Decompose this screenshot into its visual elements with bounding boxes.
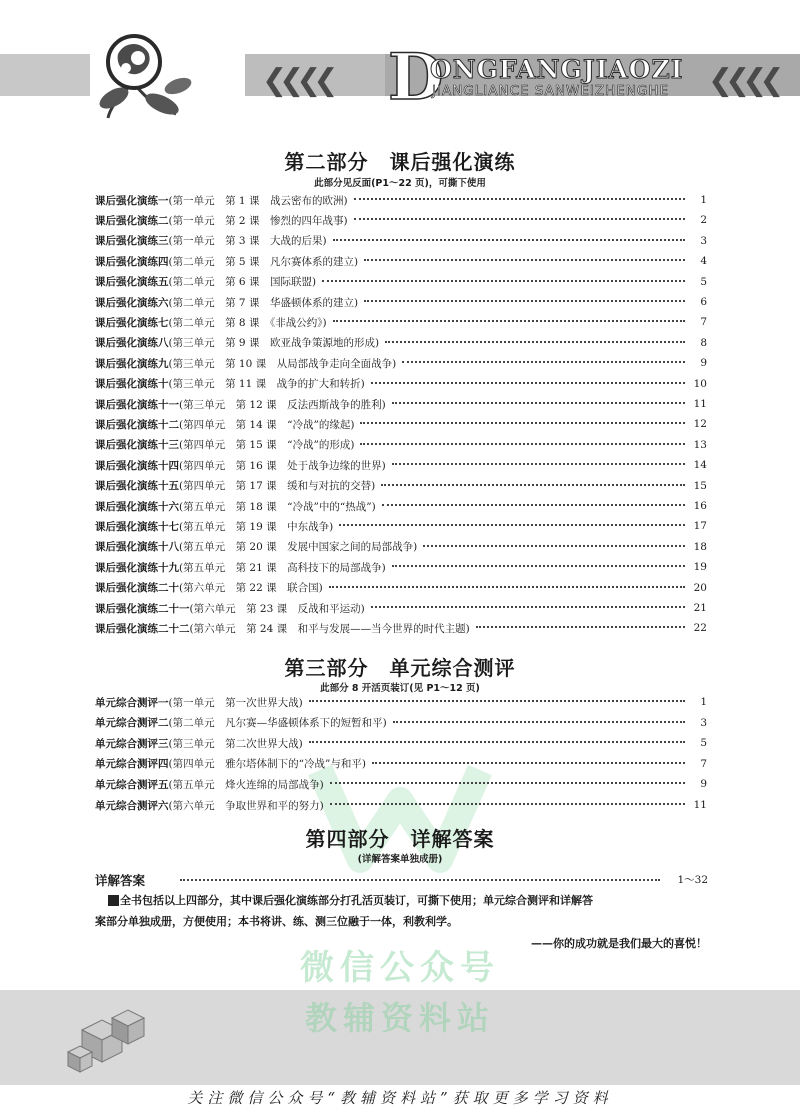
toc-row <box>95 394 707 414</box>
toc-item-desc: (第三单元 第 11 课 战争的扩大和转折) <box>168 378 365 391</box>
toc-leader-dots <box>333 239 685 241</box>
toc-row <box>95 210 707 230</box>
toc-item-desc: (第三单元 第二次世界大战) <box>168 737 303 750</box>
toc-leader-dots <box>393 721 685 723</box>
toc-leader-dots <box>385 341 685 343</box>
toc-item-desc: (第二单元 第 8 课 《非战公约》) <box>168 316 327 329</box>
toc-page-number: 21 <box>693 602 707 614</box>
watermark-line2: 教辅资料站 <box>304 999 495 1037</box>
toc-leader-dots <box>309 741 685 743</box>
toc-page-number: 3 <box>700 234 707 247</box>
toc-page-number: 6 <box>700 296 707 308</box>
toc-item-desc: (第六单元 第 22 课 联合国) <box>179 582 323 595</box>
toc-item-name: 单元综合测评三 <box>95 737 169 750</box>
toc-leader-dots <box>476 626 685 628</box>
toc-item-name: 课后强化演练一 <box>95 194 169 207</box>
toc-item-name: 课后强化演练十 <box>95 378 169 391</box>
toc-row <box>95 251 707 271</box>
toc-row <box>95 733 707 753</box>
toc-row <box>95 496 707 516</box>
part3-title: 第三部分 单元综合测评 <box>284 656 516 680</box>
toc-item-name: 课后强化演练三 <box>95 235 169 248</box>
toc-row <box>95 578 707 598</box>
toc-page-number: 7 <box>700 316 707 329</box>
toc-item-desc: (第四单元 第 15 课 “冷战”的形成) <box>179 439 355 452</box>
toc-page-number: 22 <box>693 622 707 635</box>
toc-item-desc: (第四单元 第 14 课 “冷战”的缘起) <box>179 418 355 431</box>
toc-page-number: 11 <box>693 398 707 410</box>
toc-item-name: 课后强化演练二十二 <box>95 622 190 635</box>
toc-page-number: 14 <box>693 459 707 472</box>
toc-item-name: 课后强化演练十二 <box>95 418 179 431</box>
toc-leader-dots <box>381 484 685 486</box>
toc-row <box>95 292 707 312</box>
toc-leader-dots <box>322 280 685 282</box>
toc-leader-dots <box>309 700 685 702</box>
toc-item-name: 单元综合测评六 <box>95 799 169 812</box>
toc-item-name: 课后强化演练十三 <box>95 439 179 452</box>
toc-row <box>95 795 707 815</box>
toc-item-desc: (第五单元 第 19 课 中东战争) <box>179 520 334 533</box>
toc-item-desc: (第三单元 第 12 课 反法西斯战争的胜利) <box>179 398 386 411</box>
toc-row <box>95 557 707 577</box>
toc-leader-dots <box>330 803 685 805</box>
toc-item-name: 课后强化演练十四 <box>95 459 179 472</box>
toc-page-number: 9 <box>700 357 707 370</box>
note-line-2: 案部分单独成册，方便使用；本书将讲、练、测三位融于一体，利教利学。 <box>95 915 458 928</box>
toc-item-desc: (第五单元 第 21 课 高科技下的局部战争) <box>179 561 386 574</box>
toc-leader-dots <box>371 382 685 384</box>
toc-leader-dots <box>339 524 685 526</box>
toc-leader-dots <box>360 422 685 424</box>
toc-page-number: 3 <box>700 716 707 729</box>
toc-leader-dots <box>371 606 685 608</box>
toc-item-desc: (第一单元 第 2 课 惨烈的四年战事) <box>168 214 348 227</box>
toc-leader-dots <box>372 762 685 764</box>
toc-leader-dots <box>392 463 685 465</box>
toc-row <box>95 272 707 292</box>
toc-leader-dots <box>423 545 685 547</box>
toc-row <box>95 516 707 536</box>
toc-page-number: 1 <box>700 696 707 708</box>
toc-item-desc: (第二单元 第 6 课 国际联盟) <box>168 276 317 289</box>
toc-row <box>95 374 707 394</box>
toc-item-desc: (第三单元 第 10 课 从局部战争走向全面战争) <box>168 357 397 370</box>
part2-subtitle: 此部分见反面(P1～22 页)，可撕下使用 <box>314 178 486 189</box>
toc-row <box>95 333 707 353</box>
toc-item-name: 单元综合测评四 <box>95 758 169 771</box>
flower-logo-icon <box>88 28 198 120</box>
toc-item-name: 单元综合测评二 <box>95 717 169 730</box>
toc-page-number: 4 <box>700 255 707 268</box>
toc-item-desc: (第四单元 雅尔塔体制下的“冷战”与和平) <box>168 758 366 771</box>
toc-page-number: 16 <box>693 500 707 512</box>
toc-item-name: 课后强化演练二十一 <box>95 602 190 615</box>
answer-pages: 1～32 <box>677 874 708 886</box>
toc-item-desc: (第一单元 第 1 课 战云密布的欧洲) <box>168 194 348 207</box>
answer-label: 详解答案 <box>95 873 146 888</box>
toc-item-desc: (第六单元 第 23 课 反战和平运动) <box>189 602 365 615</box>
toc-row <box>95 754 707 774</box>
toc-item-name: 课后强化演练四 <box>95 255 169 268</box>
header-band-left <box>0 54 90 96</box>
toc-page-number: 8 <box>700 336 707 349</box>
note-line-1-text: 全书包括以上四部分，其中课后强化演练部分打孔活页装订，可撕下使用；单元综合测评和详解答 <box>120 894 593 907</box>
toc-item-name: 课后强化演练八 <box>95 337 169 350</box>
toc-item-desc: (第三单元 第 9 课 欧亚战争策源地的形成) <box>168 337 380 350</box>
toc-row <box>95 231 707 251</box>
toc-item-name: 课后强化演练五 <box>95 276 169 289</box>
toc-item-name: 课后强化演练二 <box>95 214 169 227</box>
toc-item-desc: (第五单元 第 20 课 发展中国家之间的局部战争) <box>179 541 418 554</box>
toc-page-number: 5 <box>700 275 707 288</box>
toc-row <box>95 353 707 373</box>
toc-leader-dots <box>330 782 685 784</box>
chevrons-left-icon: ❮❮❮❮ <box>262 63 331 98</box>
toc-item-desc: (第六单元 第 24 课 和平与发展——当今世界的时代主题) <box>189 622 470 635</box>
toc-page-number: 13 <box>693 438 707 451</box>
toc-item-name: 课后强化演练二十 <box>95 582 179 595</box>
toc-page-number: 9 <box>700 778 707 791</box>
toc-item-desc: (第二单元 凡尔赛—华盛顿体系下的短暂和平) <box>168 717 387 730</box>
brand-name: ONGFANGJIAOZI <box>430 55 684 84</box>
brand-initial: D <box>388 40 444 115</box>
chevrons-right-icon: ❮❮❮❮ <box>708 63 777 98</box>
toc-item-desc: (第六单元 争取世界和平的努力) <box>168 799 324 812</box>
toc-page-number: 19 <box>693 561 707 574</box>
toc-item-desc: (第五单元 第 18 课 “冷战”中的“热战”) <box>179 500 376 513</box>
toc-leader-dots <box>382 504 685 506</box>
toc-item-desc: (第四单元 第 17 课 缓和与对抗的交替) <box>179 480 376 493</box>
toc-page-number: 1 <box>700 194 707 206</box>
toc-row <box>95 312 707 332</box>
toc-leader-dots <box>402 361 685 363</box>
toc-leader-dots <box>329 586 685 588</box>
toc-item-name: 课后强化演练十八 <box>95 541 179 554</box>
toc-item-name: 课后强化演练十一 <box>95 398 179 411</box>
toc-item-desc: (第一单元 第 3 课 大战的后果) <box>168 235 327 248</box>
toc-item-name: 课后强化演练九 <box>95 357 169 370</box>
toc-row <box>95 774 707 794</box>
toc-row <box>95 476 707 496</box>
toc-item-name: 课后强化演练十五 <box>95 480 179 493</box>
part2-title: 第二部分 课后强化演练 <box>284 150 516 174</box>
toc-item-desc: (第四单元 第 16 课 处于战争边缘的世界) <box>179 459 386 472</box>
toc-item-name: 课后强化演练十九 <box>95 561 179 574</box>
toc-page-number: 5 <box>700 737 707 750</box>
toc-item-name: 单元综合测评一 <box>95 696 169 709</box>
brand-tagline: JIANGLIANCE SANWEIZHENGHE <box>432 83 670 99</box>
toc-page-number: 12 <box>693 418 707 431</box>
answer-leader-dots <box>180 879 660 881</box>
part4-subtitle: (详解答案单独成册) <box>357 854 443 865</box>
toc-page-number: 7 <box>700 757 707 770</box>
toc-item-name: 课后强化演练七 <box>95 316 169 329</box>
toc-row <box>95 414 707 434</box>
toc-leader-dots <box>392 402 685 404</box>
toc-leader-dots <box>354 198 685 200</box>
toc-page-number: 15 <box>693 479 707 492</box>
toc-item-name: 单元综合测评五 <box>95 778 169 791</box>
toc-page-number: 11 <box>693 799 707 811</box>
note-line-1 <box>95 890 707 911</box>
toc-row <box>95 537 707 557</box>
toc-leader-dots <box>364 259 685 261</box>
slogan: ——你的成功就是我们最大的喜悦！ <box>531 937 707 950</box>
toc-page-number: 20 <box>693 581 707 594</box>
toc-row <box>95 435 707 455</box>
toc-page-number: 18 <box>693 540 707 553</box>
toc-page-number: 10 <box>693 377 707 390</box>
toc-row <box>95 598 707 618</box>
toc-row <box>95 692 707 712</box>
toc-item-name: 课后强化演练十七 <box>95 520 179 533</box>
toc-item-desc: (第二单元 第 5 课 凡尔赛体系的建立) <box>168 255 359 268</box>
footer-text: 关注微信公众号“教辅资料站”获取更多学习资料 <box>187 1089 613 1107</box>
note-bullet-icon <box>108 895 119 906</box>
toc-page-number: 17 <box>693 520 707 533</box>
toc-row <box>95 713 707 733</box>
toc-leader-dots <box>354 218 685 220</box>
watermark-line1: 微信公众号 <box>300 948 500 988</box>
part4-title: 第四部分 详解答案 <box>305 827 495 851</box>
toc-leader-dots <box>360 443 685 445</box>
toc-leader-dots <box>364 300 685 302</box>
toc-item-name: 课后强化演练六 <box>95 296 169 309</box>
note-paragraph <box>95 890 707 932</box>
toc-page-number: 2 <box>700 214 707 227</box>
toc-row <box>95 618 707 638</box>
toc-row <box>95 455 707 475</box>
toc-leader-dots <box>392 565 685 567</box>
toc-leader-dots <box>333 320 685 322</box>
toc-item-desc: (第五单元 烽火连绵的局部战争) <box>168 778 324 791</box>
cubes-decoration-icon <box>62 1000 162 1080</box>
part3-subtitle: 此部分 8 开活页装订(见 P1～12 页) <box>320 683 480 694</box>
toc-row <box>95 190 707 210</box>
toc-item-name: 课后强化演练十六 <box>95 500 179 513</box>
toc-item-desc: (第一单元 第一次世界大战) <box>168 696 303 709</box>
toc-item-desc: (第二单元 第 7 课 华盛顿体系的建立) <box>168 296 359 309</box>
